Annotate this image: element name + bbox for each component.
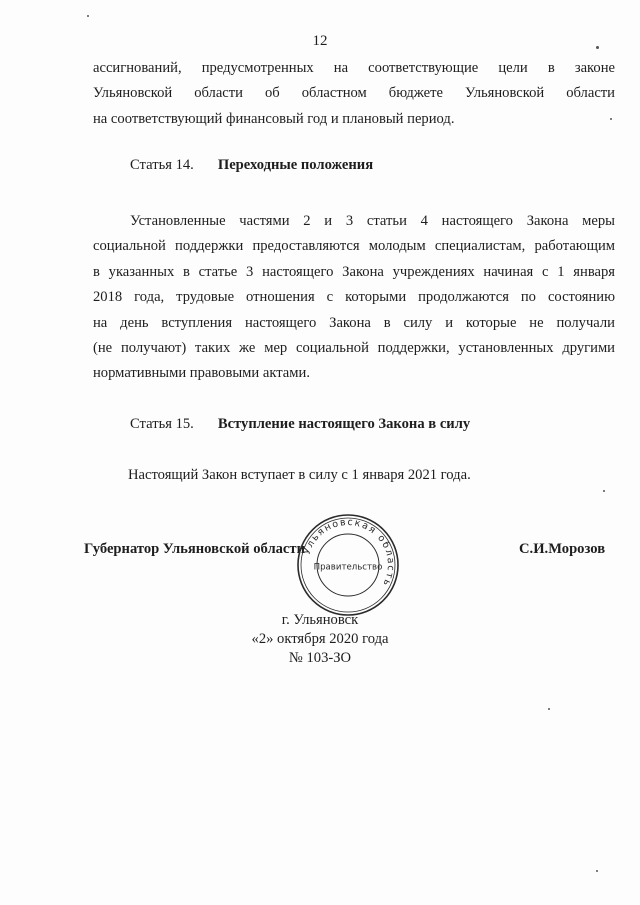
scan-speck bbox=[596, 46, 599, 49]
scan-speck bbox=[596, 870, 598, 872]
scan-speck bbox=[603, 490, 605, 492]
text-line: 2018 года, трудовые отношения с которыми продолжаются по состоянию bbox=[93, 289, 615, 306]
seal-ring-text: Ульяновская область bbox=[301, 516, 397, 589]
text-line: на день вступления настоящего Закона в силу и которые не получали bbox=[93, 314, 615, 331]
scan-speck bbox=[87, 15, 89, 17]
text-line: в указанных в статье 3 настоящего Закона учреждениях начиная с 1 января bbox=[93, 263, 615, 280]
law-number: № 103-ЗО bbox=[288, 650, 352, 666]
text-line: (не получают) таких же мер социальной поддержки, установленных другими bbox=[93, 340, 615, 357]
governor-position: Губернатор Ульяновской области bbox=[84, 541, 305, 557]
text-line: ассигнований, предусмотренных на соответствующие цели в законе bbox=[93, 60, 615, 76]
text-line: нормативными правовыми актами. bbox=[93, 365, 310, 382]
seal-center-text: Правительство bbox=[313, 562, 383, 573]
text-line: Ульяновской области об областном бюджете Ульяновской области bbox=[93, 85, 615, 102]
paragraph-budget-continuation bbox=[93, 56, 615, 132]
paragraph-transitional-provisions bbox=[93, 209, 615, 387]
signing-date: «2» октября 2020 года bbox=[251, 631, 389, 647]
official-seal-stamp bbox=[296, 513, 400, 617]
article-title: Вступление настоящего Закона в силу bbox=[217, 416, 471, 432]
page-number: 12 bbox=[312, 33, 328, 49]
scan-speck bbox=[548, 708, 550, 710]
article-15-heading bbox=[130, 416, 470, 433]
article-number: Статья 14. bbox=[130, 157, 194, 173]
signing-place: г. Ульяновск bbox=[281, 612, 359, 628]
text-line: социальной поддержки предоставляются молодым специалистам, работающим bbox=[93, 238, 615, 255]
governor-name: С.И.Морозов bbox=[519, 541, 606, 557]
text-line: Установленные частями 2 и 3 статьи 4 настоящего Закона меры bbox=[130, 213, 615, 229]
scan-speck bbox=[610, 118, 612, 120]
article-number: Статья 15. bbox=[130, 416, 194, 432]
article-14-heading bbox=[130, 157, 373, 174]
paragraph-entry-into-force: Настоящий Закон вступает в силу с 1 января 2021 года. bbox=[128, 467, 471, 483]
text-line: на соответствующий финансовый год и плановый период. bbox=[93, 110, 455, 127]
article-title: Переходные положения bbox=[217, 157, 374, 173]
